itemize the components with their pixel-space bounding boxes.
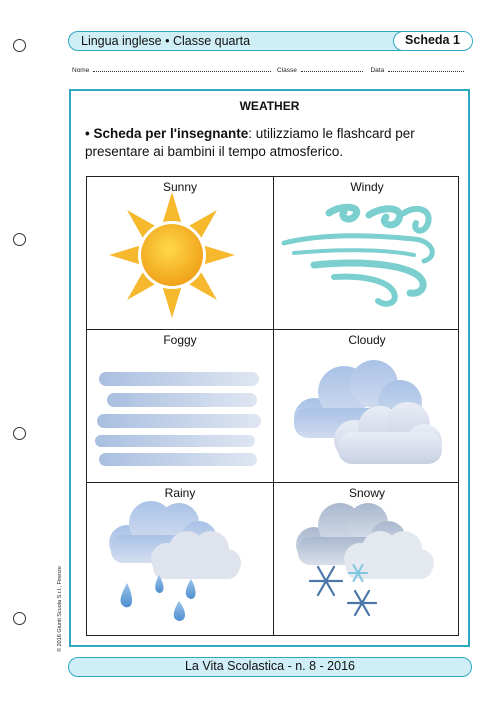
card-label: Foggy <box>163 333 197 347</box>
binder-hole <box>13 612 26 625</box>
card-label: Cloudy <box>348 333 386 347</box>
copyright-note: © 2016 Giunti Scuola S.r.l., Firenze <box>57 566 63 652</box>
flashcard-foggy <box>87 330 273 483</box>
instruction-lead: • Scheda per l'insegnante <box>85 126 249 141</box>
wind-icon <box>274 177 460 329</box>
date-label: Data <box>370 67 385 74</box>
flashcard-cloudy <box>274 330 460 483</box>
flashcard-grid <box>86 176 459 636</box>
card-label: Rainy <box>164 486 196 500</box>
name-field[interactable] <box>93 71 271 72</box>
fog-icon <box>87 330 273 482</box>
flashcard-rainy <box>87 483 273 636</box>
header-bar <box>68 31 472 51</box>
flashcard-windy <box>274 177 460 330</box>
rain-icon <box>87 483 273 636</box>
flashcard-snowy <box>274 483 460 636</box>
subject-label: Lingua inglese • Classe quarta <box>81 34 251 48</box>
date-field[interactable] <box>388 71 464 72</box>
card-label: Windy <box>350 180 384 194</box>
name-label: Nome <box>72 67 90 74</box>
student-info-line <box>72 67 472 74</box>
sun-icon <box>87 177 273 329</box>
class-field[interactable] <box>301 71 363 72</box>
teacher-instruction <box>85 125 455 161</box>
card-label: Sunny <box>162 180 198 194</box>
snow-icon <box>274 483 460 636</box>
card-label: Snowy <box>348 486 386 500</box>
instruction-text: : utilizziamo le flashcard per presentare ai bambini il tempo atmosferico. <box>85 126 415 159</box>
binder-hole <box>13 39 26 52</box>
flashcard-sunny <box>87 177 273 330</box>
worksheet-frame <box>69 89 470 647</box>
binder-hole <box>13 233 26 246</box>
sheet-tab: Scheda 1 <box>393 31 473 51</box>
binder-hole <box>13 427 26 440</box>
class-label: Classe <box>276 67 297 74</box>
cloud-icon <box>274 330 460 482</box>
footer-bar: La Vita Scolastica - n. 8 - 2016 <box>68 657 472 677</box>
worksheet-title: WEATHER <box>239 99 300 113</box>
